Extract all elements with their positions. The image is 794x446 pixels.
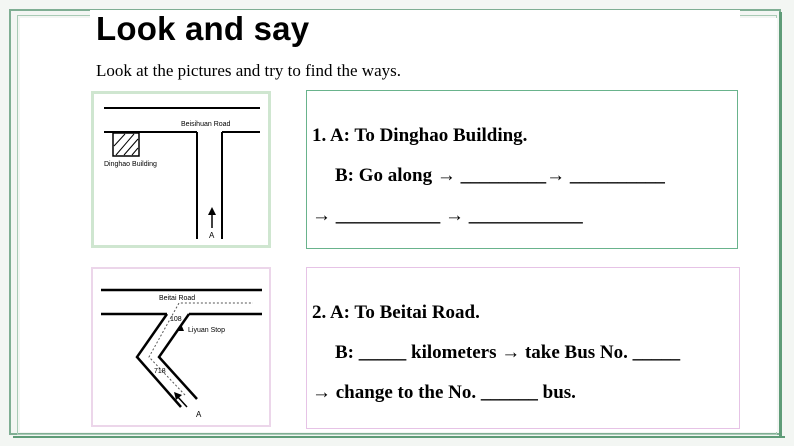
question1-box: [306, 90, 738, 249]
map2-start-label: A: [196, 410, 202, 419]
question2-box: [306, 267, 740, 429]
map2-drawing: [93, 269, 269, 425]
question1-line2: B: Go along → _________→ __________: [335, 165, 665, 186]
slide-frame-bottom-line: [13, 436, 785, 438]
map-beitai-road: [91, 267, 271, 427]
page-title: Look and say: [96, 10, 310, 47]
map2-bus2-label: 718: [154, 368, 166, 375]
map1-road-label: Beisihuan Road: [181, 121, 231, 128]
map2-bus1-label: 108: [170, 316, 182, 323]
question1-line3: → ___________ → ____________: [312, 205, 583, 226]
question2-line3: → change to the No. ______ bus.: [312, 382, 576, 403]
map1-start-label: A: [209, 231, 215, 240]
question2-line1: 2. A: To Beitai Road.: [312, 302, 480, 323]
map2-stop-label: Liyuan Stop: [188, 327, 225, 334]
question2-line2: B: _____ kilometers → take Bus No. _____: [335, 342, 681, 363]
question1-line1: 1. A: To Dinghao Building.: [312, 125, 528, 146]
map2-road-label: Beitai Road: [159, 295, 196, 302]
slide-frame-right-line: [779, 12, 782, 436]
map1-up-arrow-icon: [208, 207, 216, 215]
map1-building-label: Dinghao Building: [104, 161, 157, 168]
instruction-text: Look at the pictures and try to find the ways.: [96, 61, 401, 80]
map-dinghao-building: [91, 91, 271, 248]
map1-drawing: [94, 94, 268, 245]
